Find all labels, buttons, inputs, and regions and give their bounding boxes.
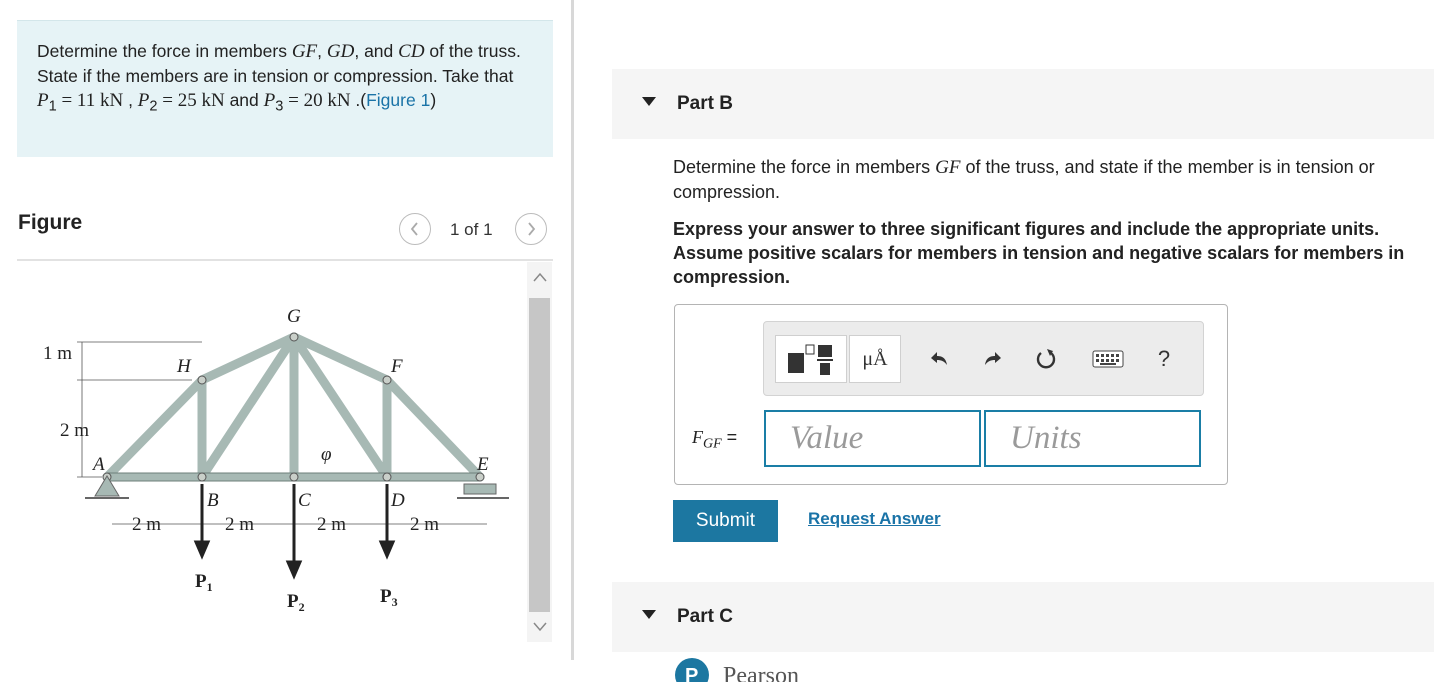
joint-label-b: B — [207, 490, 219, 511]
part-b-instructions: Express your answer to three significant figures and include the appropriate units. Assume positive scalars for members in tension and negative scalars for members in compression. — [673, 219, 1405, 287]
part-b-question — [673, 155, 1433, 204]
redo-button[interactable] — [972, 335, 1012, 383]
svg-text:P: P — [685, 665, 699, 682]
question-text: Determine the force in members — [673, 157, 936, 177]
undo-icon — [929, 348, 951, 370]
separator: , and — [354, 41, 399, 61]
previous-figure-button[interactable] — [399, 213, 431, 245]
separator: , — [123, 90, 138, 110]
dim-bc-label: 2 m — [225, 514, 255, 535]
answer-symbol: F — [692, 427, 703, 447]
load-p2-label: $P_2$ — [287, 591, 305, 614]
figure-counter: 1 of 1 — [450, 220, 493, 239]
p2-value: = 25 kN — [157, 90, 225, 111]
member-gf: GF — [291, 41, 318, 62]
next-figure-button[interactable] — [515, 213, 547, 245]
p3-value: = 20 kN — [283, 90, 351, 111]
equals-sign: = — [721, 427, 738, 447]
units-input[interactable] — [984, 410, 1201, 467]
p1-value: = 11 kN — [56, 90, 124, 111]
redo-icon — [981, 348, 1003, 370]
scroll-down-icon[interactable] — [527, 612, 552, 642]
request-answer-link[interactable]: Request Answer — [808, 509, 941, 528]
answer-box — [674, 304, 1228, 485]
pearson-logo — [675, 655, 875, 682]
problem-text: of the truss. State if the members are in tension or compression. Take that — [37, 41, 521, 86]
problem-text: Determine the force in members — [37, 41, 292, 61]
joint-label-c: C — [298, 490, 311, 511]
dim-de-label: 2 m — [410, 514, 440, 535]
roller-support-e — [464, 484, 496, 494]
chevron-left-icon — [409, 222, 421, 236]
problem-statement — [17, 20, 553, 157]
scroll-up-icon[interactable] — [527, 262, 552, 292]
help-button[interactable]: ? — [1157, 346, 1171, 371]
problem-text: .( — [350, 90, 367, 110]
pearson-logo-icon — [675, 655, 875, 682]
part-b-header[interactable] — [612, 69, 1434, 139]
submit-button[interactable]: Submit — [673, 500, 778, 542]
problem-text: ) — [430, 90, 437, 110]
angle-phi-label: φ — [321, 444, 332, 465]
scroll-thumb[interactable] — [529, 298, 550, 612]
separator: , — [317, 41, 327, 61]
answer-label — [692, 427, 737, 453]
p2-subscript: 2 — [149, 98, 158, 115]
p2-symbol: P — [137, 90, 150, 111]
part-b-title: Part B — [677, 93, 733, 114]
figure-link[interactable]: Figure 1 — [366, 90, 431, 110]
part-c-title: Part C — [677, 606, 733, 627]
chevron-right-icon — [525, 222, 537, 236]
dim-2m-vertical-label: 2 m — [60, 420, 90, 441]
caret-down-icon — [642, 97, 656, 106]
dim-ab-label: 2 m — [132, 514, 162, 535]
p1-subscript: 1 — [48, 98, 57, 115]
divider — [17, 259, 553, 261]
p1-symbol: P — [37, 90, 49, 111]
keyboard-button[interactable] — [1084, 335, 1132, 383]
dim-1m-label: 1 m — [43, 343, 73, 364]
reset-icon — [1034, 347, 1058, 371]
part-c-header[interactable] — [612, 582, 1434, 652]
joint-label-f: F — [391, 356, 403, 377]
caret-down-icon — [642, 610, 656, 619]
dim-cd-label: 2 m — [317, 514, 347, 535]
keyboard-icon — [1092, 350, 1124, 368]
value-input[interactable] — [764, 410, 981, 467]
load-p3-label: $P_3$ — [380, 586, 398, 609]
figure-heading: Figure — [18, 211, 83, 234]
math-toolbar — [763, 321, 1204, 396]
joint-label-a: A — [93, 454, 105, 475]
undo-button[interactable] — [920, 335, 960, 383]
truss-members — [107, 337, 480, 477]
figure-scrollbar[interactable] — [527, 262, 552, 642]
question-text: of the truss, and state if the member is in tension or compression. — [673, 157, 1375, 202]
joint-label-g: G — [287, 306, 301, 327]
units-button[interactable]: μÅ — [849, 335, 901, 383]
svg-text:Pearson: Pearson — [723, 663, 799, 682]
truss-figure — [17, 262, 527, 642]
pane-divider[interactable] — [571, 0, 574, 660]
joint-label-h: H — [177, 356, 191, 377]
question-member: GF — [935, 157, 961, 178]
templates-button[interactable] — [775, 335, 847, 383]
p3-subscript: 3 — [275, 98, 284, 115]
p3-symbol: P — [263, 90, 276, 111]
separator: and — [224, 90, 264, 110]
joint-label-d: D — [391, 490, 405, 511]
reset-button[interactable] — [1026, 335, 1066, 383]
member-gd: GD — [326, 41, 355, 62]
load-p1-label: $P_1$ — [195, 571, 213, 594]
templates-icon — [784, 341, 838, 377]
joint-label-e: E — [477, 454, 489, 475]
member-cd: CD — [398, 41, 425, 62]
answer-subscript: GF — [703, 436, 722, 452]
